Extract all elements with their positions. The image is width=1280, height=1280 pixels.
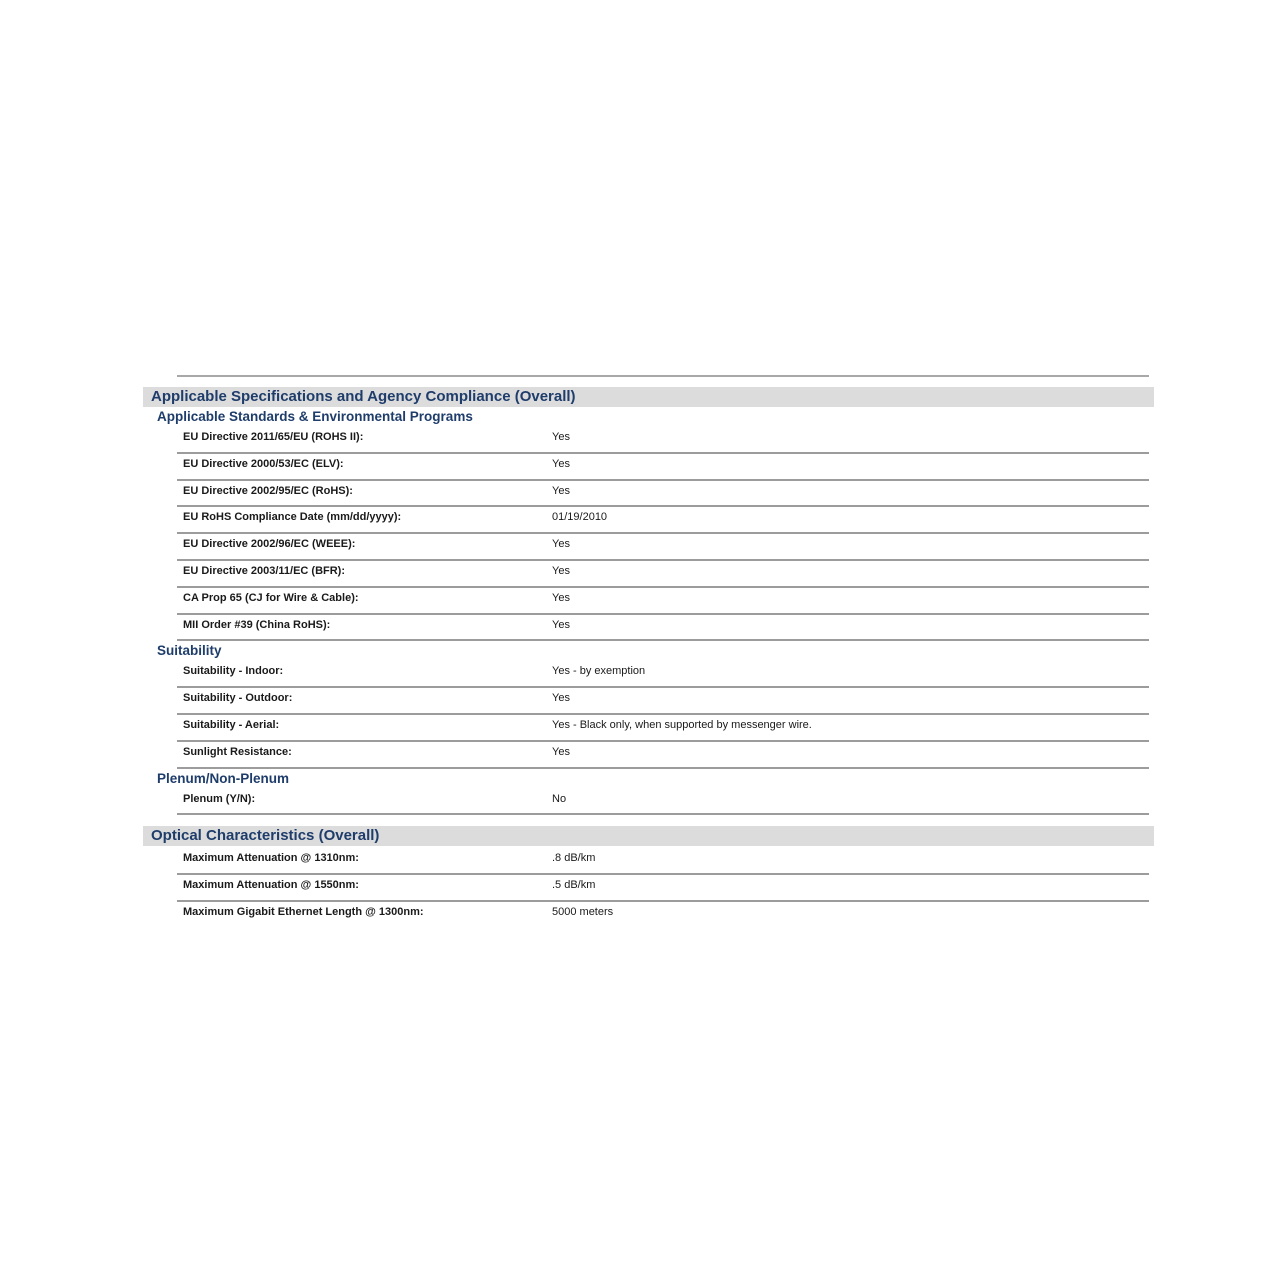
spec-row [177, 875, 1149, 902]
spec-table-plenum [177, 789, 1149, 816]
spec-label: Maximum Attenuation @ 1550nm: [183, 878, 359, 891]
spec-label: Suitability - Outdoor: [183, 692, 293, 705]
spec-row [177, 507, 1149, 534]
top-divider [177, 375, 1149, 377]
spec-row [177, 561, 1149, 588]
spec-value: Yes [552, 618, 570, 631]
spec-label: EU RoHS Compliance Date (mm/dd/yyyy): [183, 511, 402, 524]
spec-value: Yes [552, 591, 570, 604]
spec-row [177, 688, 1149, 715]
spec-row [177, 534, 1149, 561]
spec-row [177, 742, 1149, 769]
spec-label: Maximum Attenuation @ 1310nm: [183, 852, 359, 864]
spec-label: EU Directive 2002/95/EC (RoHS): [183, 484, 353, 497]
spec-value: .8 dB/km [552, 852, 596, 864]
spec-row [177, 848, 1149, 875]
spec-label: MII Order #39 (China RoHS): [183, 618, 331, 631]
spec-table-optical [177, 848, 1149, 928]
spec-value: Yes [552, 431, 570, 443]
spec-row [177, 661, 1149, 688]
spec-label: Maximum Gigabit Ethernet Length @ 1300nm: [183, 905, 424, 918]
spec-value: .5 dB/km [552, 878, 596, 891]
spec-label: Suitability - Aerial: [183, 718, 280, 731]
spec-value: Yes [552, 538, 570, 551]
group-title-standards: Applicable Standards & Environmental Programs [157, 409, 473, 424]
group-title-suitability: Suitability [157, 643, 222, 659]
spec-row [177, 902, 1149, 929]
spec-label: EU Directive 2011/65/EU (ROHS II): [183, 431, 364, 443]
spec-value: Yes [552, 564, 570, 577]
spec-label: Plenum (Y/N): [183, 792, 256, 805]
spec-label: EU Directive 2003/11/EC (BFR): [183, 564, 346, 577]
spec-row [177, 615, 1149, 642]
spec-label: CA Prop 65 (CJ for Wire & Cable): [183, 591, 359, 604]
section-optical [143, 826, 1154, 928]
spec-value: Yes [552, 457, 570, 470]
spec-row [177, 588, 1149, 615]
spec-row [177, 427, 1149, 454]
spec-value: 5000 meters [552, 905, 614, 918]
spec-value: No [552, 792, 567, 805]
spec-value: Yes - Black only, when supported by messenger wire. [552, 718, 812, 731]
spec-table-suitability [177, 661, 1149, 768]
spec-row [177, 454, 1149, 481]
spec-row [177, 715, 1149, 742]
group-title-plenum: Plenum/Non-Plenum [157, 770, 290, 786]
spec-label: Suitability - Indoor: [183, 665, 284, 678]
spec-value: Yes [552, 484, 570, 497]
spec-value: Yes [552, 692, 570, 705]
spec-label: Sunlight Resistance: [183, 745, 292, 758]
spec-label: EU Directive 2000/53/EC (ELV): [183, 457, 344, 470]
spec-table-standards [177, 427, 1149, 641]
spec-row [177, 481, 1149, 508]
spec-row [177, 789, 1149, 816]
spec-value: 01/19/2010 [552, 511, 608, 524]
section-specifications [143, 387, 1154, 815]
spec-value: Yes - by exemption [552, 665, 646, 678]
section-header: Applicable Specifications and Agency Compliance (Overall) [143, 387, 1154, 407]
spec-label: EU Directive 2002/96/EC (WEEE): [183, 538, 356, 551]
spec-value: Yes [552, 745, 570, 758]
section-header: Optical Characteristics (Overall) [143, 826, 1154, 846]
